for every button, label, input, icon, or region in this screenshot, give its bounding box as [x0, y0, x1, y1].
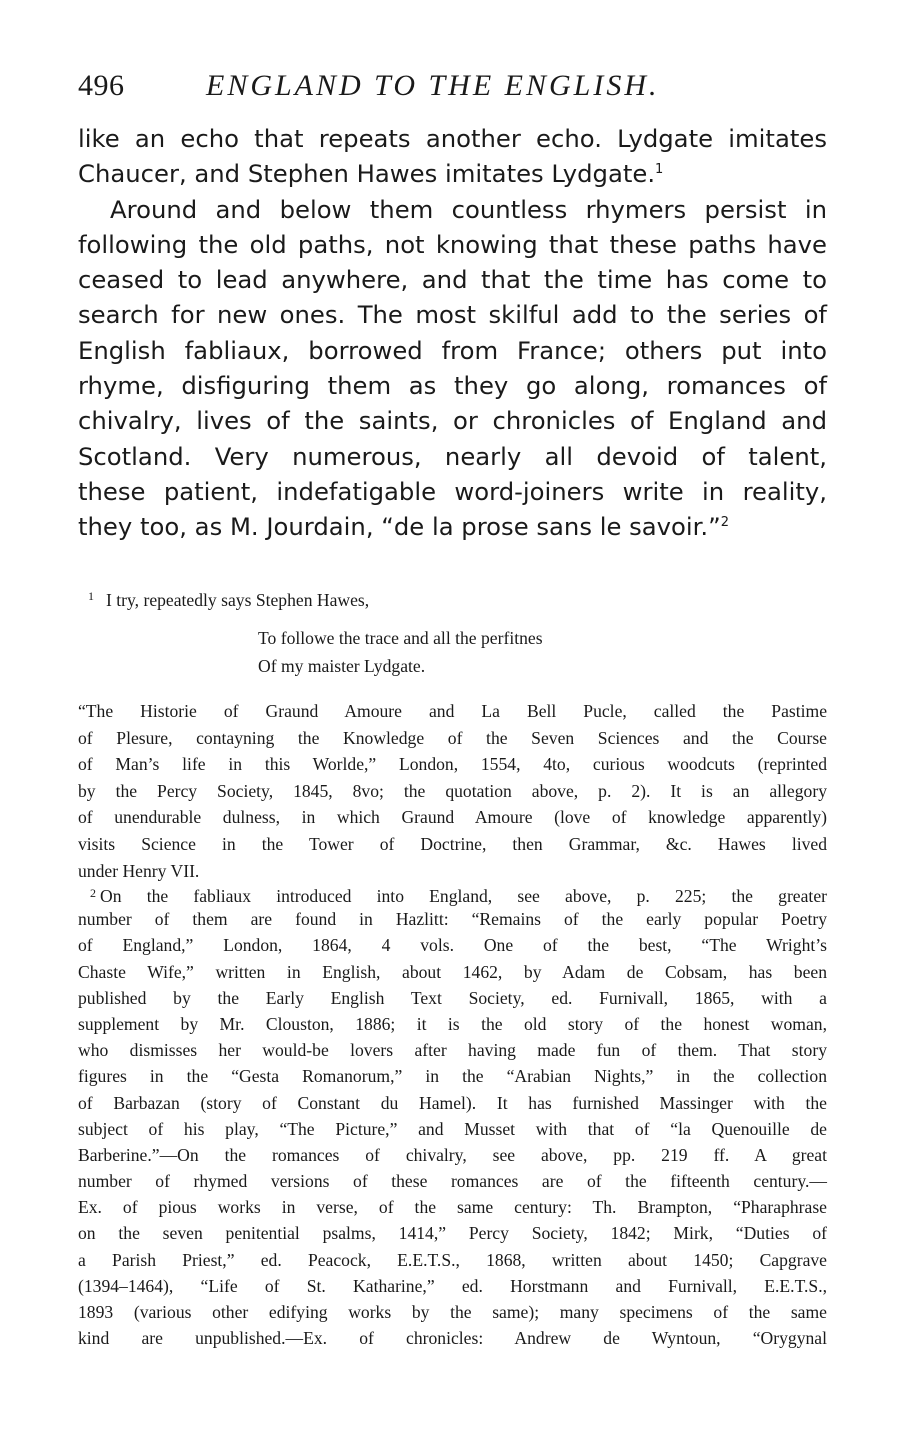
- body-line-text: Chaucer, and Stephen Hawes imitates Lydgate.: [78, 159, 656, 189]
- running-title: ENGLAND TO THE ENGLISH.: [206, 69, 660, 102]
- body-line: rhyme, disfiguring them as they go along, romances of: [78, 371, 827, 401]
- body-line: ceased to lead anywhere, and that the time has come to: [78, 265, 827, 295]
- footnote-line: number of them are found in Hazlitt: “Remains of the early popular Poetry: [78, 909, 827, 930]
- body-line: [78, 156, 827, 191]
- footnote-line: [78, 880, 827, 906]
- footnote-line: Chaste Wife,” written in English, about 1462, by Adam de Cobsam, has been: [78, 961, 827, 982]
- body-line: [78, 509, 827, 544]
- body-line: search for new ones. The most skilful add to the series of: [78, 300, 827, 330]
- body-line: Around and below them countless rhymers persist in: [110, 194, 827, 224]
- footnote-line: kind are unpublished.—Ex. of chronicles: Andrew de Wyntoun, “Orygynal: [78, 1328, 827, 1349]
- footnote-line: published by the Early English Text Society, ed. Furnivall, 1865, with a: [78, 987, 827, 1008]
- verse-line: Of my maister Lydgate.: [258, 656, 426, 676]
- body-line: like an echo that repeats another echo. Lydgate imitates: [78, 124, 827, 153]
- body-line: chivalry, lives of the saints, or chronicles of England and: [78, 406, 827, 436]
- footnote-1-intro: [78, 583, 827, 609]
- footnote-line: Ex. of pious works in verse, of the same century: Th. Brampton, “Pharaphrase: [78, 1197, 827, 1218]
- body-line: these patient, indefatigable word-joiners write in reality,: [78, 476, 827, 506]
- page-header: [78, 66, 838, 106]
- footnote-line: subject of his play, “The Picture,” and Musset with that of “la Quenouille de: [78, 1118, 827, 1139]
- footnote-line: figures in the “Gesta Romanorum,” in the “Arabian Nights,” in the collection: [78, 1066, 827, 1087]
- body-line-text: they too, as M. Jourdain, “de la prose sans le savoir.”: [78, 512, 721, 542]
- footnote-line: under Henry VII.: [78, 860, 200, 881]
- footnote-2: [78, 880, 827, 1351]
- verse-quote: [258, 624, 543, 680]
- footnote-line: (1394–1464), “Life of St. Katharine,” ed. Horstmann and Furnivall, E.E.T.S.,: [78, 1275, 827, 1296]
- body-line: Scotland. Very numerous, nearly all devoid of talent,: [78, 441, 827, 471]
- footnote-line: of unendurable dulness, in which Graund Amoure (love of knowledge apparently): [78, 807, 827, 828]
- body-line: English fabliaux, borrowed from France; others put into: [78, 335, 827, 365]
- verse-line: To followe the trace and all the perfitnes: [258, 628, 543, 648]
- footnote-line: who dismisses her would-be lovers after having made fun of them. That story: [78, 1040, 827, 1061]
- footnote-1-marker: 1: [88, 589, 94, 603]
- footnote-line: on the seven penitential psalms, 1414,” Percy Society, 1842; Mirk, “Duties of: [78, 1223, 827, 1244]
- footnote-ref-2: 2: [720, 515, 730, 531]
- footnote-1-body: [78, 698, 827, 884]
- footnote-line: “The Historie of Graund Amoure and La Bell Pucle, called the Pastime: [78, 701, 827, 721]
- footnote-1-intro-text: I try, repeatedly says Stephen Hawes,: [106, 590, 370, 610]
- footnote-line: number of rhymed versions of these romances are of the fifteenth century.—: [78, 1171, 827, 1192]
- footnote-line: of England,” London, 1864, 4 vols. One of the best, “The Wright’s: [78, 935, 827, 956]
- footnote-line: 1893 (various other edifying works by the same); many specimens of the same: [78, 1302, 827, 1322]
- footnote-line: visits Science in the Tower of Doctrine, then Grammar, &c. Hawes lived: [78, 833, 827, 854]
- footnote-2-marker: 2: [90, 886, 96, 900]
- body-line: following the old paths, not knowing that these paths have: [78, 229, 827, 259]
- page-number: 496: [78, 69, 125, 102]
- footnote-line: by the Percy Society, 1845, 8vo; the quotation above, p. 2). It is an allegory: [78, 780, 827, 801]
- main-text: [78, 121, 827, 545]
- footnote-line: of Barbazan (story of Constant du Hamel). It has furnished Massinger with the: [78, 1092, 827, 1113]
- footnote-2-first-line: On the fabliaux introduced into England, see above, p. 225; the greater: [100, 886, 827, 906]
- footnote-line: supplement by Mr. Clouston, 1886; it is the old story of the honest woman,: [78, 1013, 827, 1034]
- footnote-line: of Plesure, contayning the Knowledge of the Seven Sciences and the Course: [78, 727, 827, 748]
- footnote-line: Barberine.”—On the romances of chivalry, see above, pp. 219 ff. A great: [78, 1144, 827, 1165]
- footnote-line: of Man’s life in this Worlde,” London, 1554, 4to, curious woodcuts (reprinted: [78, 754, 827, 775]
- footnote-ref-1: 1: [655, 162, 664, 178]
- footnote-line: a Parish Priest,” ed. Peacock, E.E.T.S., 1868, written about 1450; Capgrave: [78, 1249, 827, 1270]
